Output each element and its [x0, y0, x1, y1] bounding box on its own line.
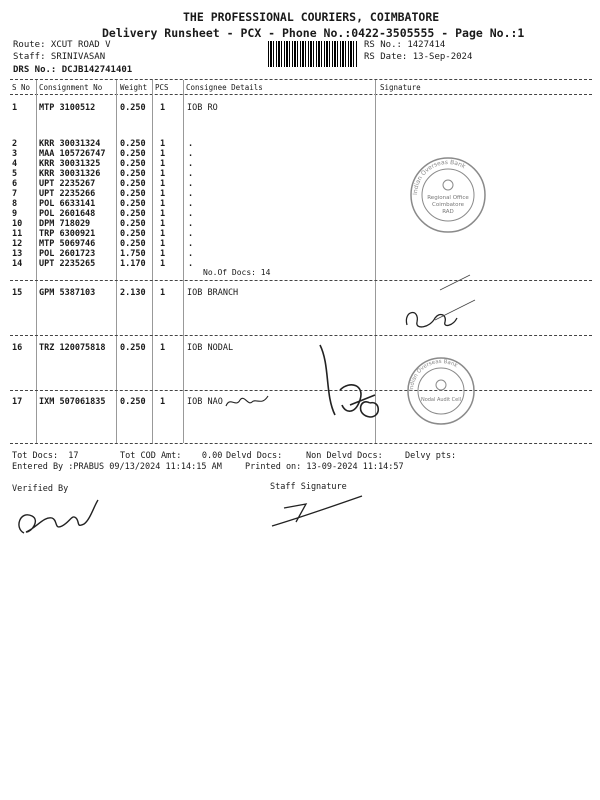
table-row: 16 TRZ 120075818 0.250 1 IOB NODAL	[12, 343, 234, 353]
svg-text:Indian Overseas Bank: Indian Overseas Bank	[411, 158, 467, 196]
barcode-image	[268, 41, 358, 67]
col-sno: S No	[12, 83, 31, 92]
staff-signature-mark	[262, 488, 372, 533]
verified-by-label: Verified By	[12, 484, 69, 494]
table-row: 17 IXM 507061835 0.250 1 IOB NAO	[12, 397, 223, 407]
table-row: 5 KRR 30031326 0.250 1 .	[12, 169, 194, 179]
header-rule-top	[10, 79, 592, 80]
svg-text:Regional Office: Regional Office	[427, 195, 469, 201]
signature-row16	[290, 335, 400, 435]
tot-docs: Tot Docs: 17	[12, 451, 79, 461]
verified-by-signature	[10, 488, 110, 543]
tot-cod: Tot COD Amt: 0.00	[120, 451, 223, 461]
runsheet-subtitle: Delivery Runsheet - PCX - Phone No.:0422-3505555 - Page No.:1	[102, 26, 525, 40]
table-bottom-rule	[10, 443, 592, 444]
table-row: 7 UPT 2235266 0.250 1 .	[12, 189, 194, 199]
delvy-pts: Delvy pts:	[405, 451, 457, 461]
staff-signature-label: Staff Signature	[270, 482, 347, 492]
table-row: 3 MAA 105726747 0.250 1 .	[12, 149, 194, 159]
route-label: Route: XCUT ROAD V	[13, 40, 111, 50]
company-title: THE PROFESSIONAL COURIERS, COIMBATORE	[183, 10, 440, 24]
drs-number: DRS No.: DCJB142741401	[13, 65, 133, 75]
col-pcs: PCS	[155, 83, 169, 92]
table-row: 10 DPM 718029 0.250 1 .	[12, 219, 194, 229]
table-row: 15 GPM 5387103 2.130 1 IOB BRANCH	[12, 288, 239, 298]
svg-text:Indian Overseas Bank: Indian Overseas Bank	[408, 358, 459, 392]
regional-office-stamp	[408, 155, 488, 235]
signature-row15	[395, 270, 485, 335]
entered-by: Entered By :PRABUS 09/13/2024 11:14:15 AM	[12, 462, 222, 472]
table-row: 14 UPT 2235265 1.170 1 .	[12, 259, 194, 269]
table-row: 9 POL 2601648 0.250 1 .	[12, 209, 194, 219]
table-row: 12 MTP 5069746 0.250 1 .	[12, 239, 194, 249]
signature-row17-inline	[222, 392, 272, 412]
table-row: 4 KRR 30031325 0.250 1 .	[12, 159, 194, 169]
nodal-audit-stamp	[405, 355, 477, 427]
svg-text:Coimbatore: Coimbatore	[432, 202, 464, 208]
staff-label: Staff: SRINIVASAN	[13, 52, 106, 62]
table-row: 2 KRR 30031324 0.250 1 .	[12, 139, 194, 149]
table-row: 8 POL 6633141 0.250 1 .	[12, 199, 194, 209]
rs-number: RS No.: 1427414	[364, 40, 446, 50]
table-row: 1 MTP 3100512 0.250 1 IOB RO	[12, 103, 218, 113]
group-separator	[10, 280, 592, 281]
table-row: 6 UPT 2235267 0.250 1 .	[12, 179, 194, 189]
printed-on: Printed on: 13-09-2024 11:14:57	[245, 462, 404, 472]
svg-text:RAD: RAD	[442, 209, 454, 215]
col-signature: Signature	[380, 83, 421, 92]
svg-text:Nodal Audit Cell: Nodal Audit Cell	[420, 397, 462, 403]
header-rule-bottom	[10, 94, 592, 95]
no-of-docs: No.Of Docs: 14	[203, 268, 271, 277]
table-row: 11 TRP 6300921 0.250 1 .	[12, 229, 194, 239]
non-delvd-docs: Non Delvd Docs:	[306, 451, 383, 461]
table-row: 13 POL 2601723 1.750 1 .	[12, 249, 194, 259]
col-weight: Weight	[120, 83, 148, 92]
delvd-docs: Delvd Docs:	[226, 451, 283, 461]
col-consignee: Consignee Details	[186, 83, 263, 92]
rs-date: RS Date: 13-Sep-2024	[364, 52, 473, 62]
col-consignment: Consignment No	[39, 83, 103, 92]
